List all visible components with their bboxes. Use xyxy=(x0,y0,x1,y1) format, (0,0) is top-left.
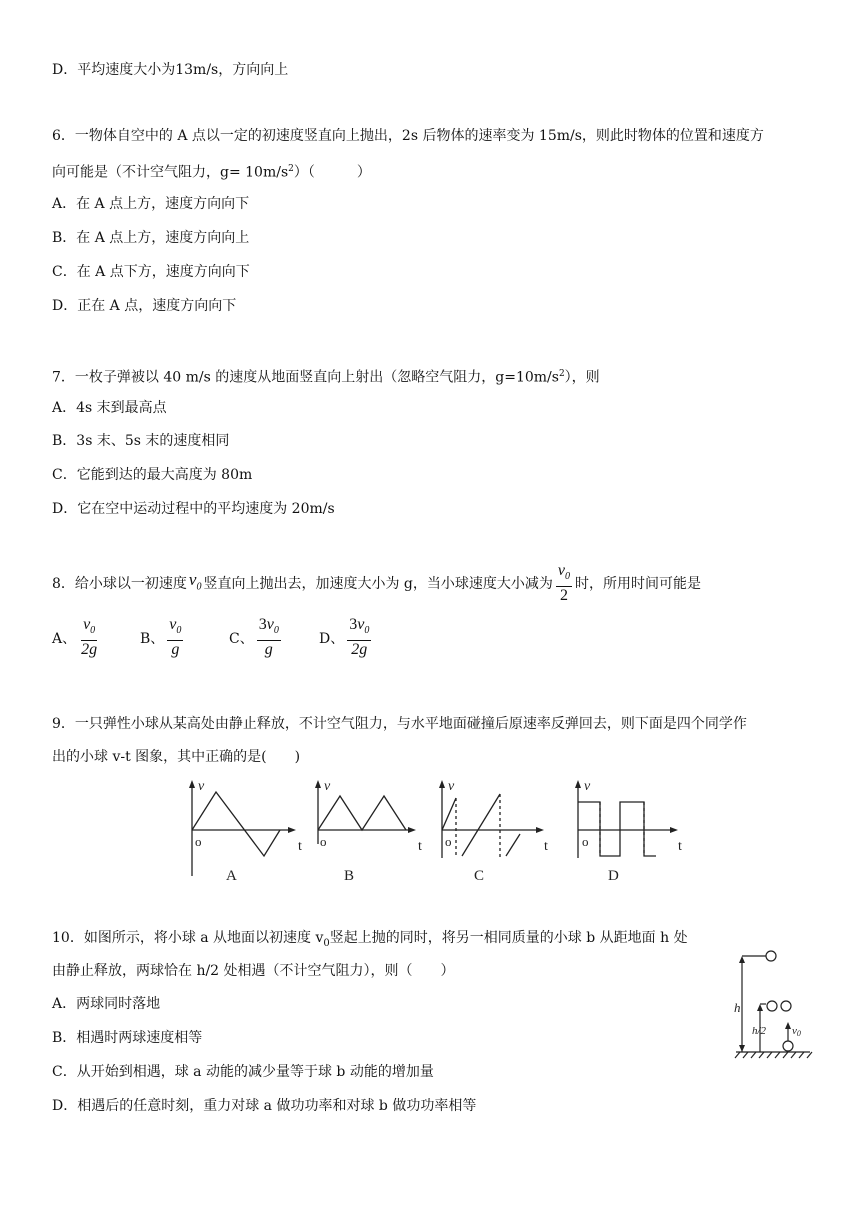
q6-stem-line2-end: ）（ ） xyxy=(293,164,371,181)
q10-ball-a-start xyxy=(783,1041,793,1051)
q10-option-a: A．两球同时落地 xyxy=(52,996,161,1012)
q8-option-b-v: v xyxy=(169,616,177,633)
q8-option-a-v: v xyxy=(83,616,91,633)
q10-v0-arrowhead xyxy=(785,1022,791,1029)
q9-vt-graphs xyxy=(180,776,700,888)
q8-option-a xyxy=(52,616,102,659)
q8-v0 xyxy=(189,570,202,597)
q10-v0-label-sub: 0 xyxy=(796,1029,801,1038)
q8-option-c-coef: 3 xyxy=(258,616,267,633)
q8-option-d-num xyxy=(347,616,371,641)
q8-option-c-label: C、 xyxy=(229,630,254,647)
q9-graph-c-t-arrow xyxy=(536,827,544,833)
q8-option-a-fraction xyxy=(79,616,99,659)
q8-half-num xyxy=(556,562,572,587)
q8-option-a-sub: 0 xyxy=(90,625,96,637)
q8-option-b-fraction xyxy=(167,616,183,659)
q8-half-num-sub: 0 xyxy=(565,571,570,583)
q9-graph-d-o-label: o xyxy=(582,834,589,849)
q8-stem xyxy=(52,562,701,605)
q7-stem-sup: 2 xyxy=(558,369,565,379)
q9-graph-b-o-label: o xyxy=(320,834,327,849)
q9-graph-a-curve xyxy=(192,792,280,856)
q8-stem-text-a: 8．给小球以一初速度 xyxy=(52,575,187,592)
q10-v0-label xyxy=(792,1025,801,1038)
q8-option-d-den: 2g xyxy=(351,641,368,659)
q8-option-b-den: g xyxy=(171,641,180,659)
q7-option-d: D．它在空中运动过程中的平均速度为 20m/s xyxy=(52,501,335,517)
q10-h-arrow-down xyxy=(739,1045,745,1052)
q9-graph-a-v-arrow xyxy=(189,780,195,788)
q9-stem-line1: 9．一只弹性小球从某高处由静止释放，不计空气阻力，与水平地面碰撞后原速率反弹回去，则下面是四个同学作 xyxy=(52,716,747,732)
q10-h-label: h xyxy=(734,1000,741,1015)
q6-option-d: D．正在 A 点，速度方向向下 xyxy=(52,298,237,314)
q8-half-fraction xyxy=(556,562,572,605)
q7-option-c: C．它能到达的最大高度为 80m xyxy=(52,467,253,483)
q7-option-a: A．4s 末到最高点 xyxy=(52,400,167,416)
q10-h-arrow-up xyxy=(739,956,745,963)
q10-ground-hatch xyxy=(735,1052,812,1058)
q8-option-c-fraction xyxy=(257,616,281,659)
q6-stem-sup: 2 xyxy=(288,164,294,174)
q8-option-b-sub: 0 xyxy=(176,625,182,637)
q9-graph-c-seg1 xyxy=(442,798,456,830)
q8-option-c-sub: 0 xyxy=(273,625,279,637)
q10-stem-line1 xyxy=(52,928,688,954)
q10-stem-text-a: 10．如图所示，将小球 a 从地面以初速度 v xyxy=(52,930,324,946)
q9-graph-d-v-label: v xyxy=(584,779,591,794)
q9-graph-d-t-arrow xyxy=(670,827,678,833)
q8-option-d-sub: 0 xyxy=(364,625,370,637)
q8-option-c-num xyxy=(257,616,281,641)
q10-ball-meet-1 xyxy=(767,1001,777,1011)
q7-stem-text: 7．一枚子弹被以 40 m/s 的速度从地面竖直向上射出（忽略空气阻力，g=10m/s xyxy=(52,369,559,386)
q9-graph-c xyxy=(439,779,548,884)
q9-graph-b-caption: B xyxy=(344,868,355,884)
q9-graph-b-t-label: t xyxy=(418,839,422,854)
q8-option-a-num xyxy=(81,616,97,641)
q9-graph-a-t-arrow xyxy=(288,827,296,833)
q8-option-a-label: A、 xyxy=(52,630,77,647)
q10-ball-meet-2 xyxy=(781,1001,791,1011)
q9-graph-d xyxy=(575,779,682,884)
q8-option-c-den: g xyxy=(264,641,273,659)
q9-graph-c-o-label: o xyxy=(445,834,452,849)
q6-option-b: B．在 A 点上方，速度方向向上 xyxy=(52,230,250,246)
q10-figure xyxy=(730,948,814,1066)
q8-option-d-v: v xyxy=(357,616,365,633)
q8-option-b-num xyxy=(167,616,183,641)
q10-h2-label: h/2 xyxy=(752,1025,767,1037)
q8-option-a-den: 2g xyxy=(81,641,98,659)
q10-ball-b-start xyxy=(766,951,776,961)
q6-stem-line2-text: 向可能是（不计空气阻力，g= 10m/s xyxy=(52,164,289,181)
q10-stem-line2: 由静止释放，两球恰在 h/2 处相遇（不计空气阻力），则（ ） xyxy=(52,963,455,979)
q9-graph-a-t-label: t xyxy=(298,839,302,854)
q9-graph-c-v-label: v xyxy=(448,779,455,794)
q8-half-num-v: v xyxy=(557,562,565,579)
q8-option-c-v: v xyxy=(266,616,274,633)
q9-graph-b-t-arrow xyxy=(408,827,416,833)
q8-option-d-label: D、 xyxy=(319,630,345,647)
q7-option-b: B．3s 末、5s 末的速度相同 xyxy=(52,433,230,449)
q10-option-b: B．相遇时两球速度相等 xyxy=(52,1030,203,1046)
q9-graph-b-curve xyxy=(318,796,406,830)
q10-h2-arrow-up xyxy=(757,1004,763,1011)
q8-option-d xyxy=(319,616,374,659)
q6-stem-line1: 6．一物体自空中的 A 点以一定的初速度竖直向上抛出，2s 后物体的速率变为 15m/s，则此时物体的位置和速度方 xyxy=(52,128,764,144)
q6-option-a: A．在 A 点上方，速度方向向下 xyxy=(52,196,250,212)
q7-stem-end: ），则 xyxy=(564,369,600,386)
q6-option-c: C．在 A 点下方，速度方向向下 xyxy=(52,264,250,280)
q8-option-b xyxy=(140,616,186,659)
q9-graph-b-v-arrow xyxy=(315,780,321,788)
q8-stem-text-b: 竖直向上抛出去，加速度大小为 g，当小球速度大小减为 xyxy=(203,575,553,592)
q9-graph-b-v-label: v xyxy=(324,779,331,794)
q9-graph-d-caption: D xyxy=(608,868,619,884)
q8-option-b-label: B、 xyxy=(140,630,165,647)
q8-half-den: 2 xyxy=(559,587,568,605)
q9-graph-d-t-label: t xyxy=(678,839,682,854)
q9-graph-a-o-label: o xyxy=(195,834,202,849)
q8-option-d-coef: 3 xyxy=(349,616,358,633)
q9-graph-a-v-label: v xyxy=(198,779,205,794)
q9-graph-d-v-arrow xyxy=(575,780,581,788)
q9-graph-c-caption: C xyxy=(474,868,485,884)
q8-v0-v: v xyxy=(188,569,197,589)
q5-option-d: D．平均速度大小为13m/s，方向向上 xyxy=(52,62,289,78)
q8-option-d-fraction xyxy=(347,616,371,659)
q10-stem-sub: 0 xyxy=(323,937,330,949)
q8-v0-sub: 0 xyxy=(196,581,202,593)
q8-stem-text-c: 时，所用时间可能是 xyxy=(575,575,701,592)
q10-option-c: C．从开始到相遇，球 a 动能的减少量等于球 b 动能的增加量 xyxy=(52,1064,434,1080)
q7-stem xyxy=(52,364,600,388)
q6-stem-line2 xyxy=(52,159,371,183)
q9-graph-a xyxy=(189,779,302,884)
q9-graph-c-v-arrow xyxy=(439,780,445,788)
q9-graph-c-seg2 xyxy=(462,794,500,856)
q9-graph-b xyxy=(315,779,422,884)
q10-v0-label-v: v xyxy=(792,1025,797,1037)
q9-stem-line2: 出的小球 v-t 图象，其中正确的是( ) xyxy=(52,749,301,765)
q9-graph-c-t-label: t xyxy=(544,839,548,854)
q10-stem-text-b: 竖起上抛的同时，将另一相同质量的小球 b 从距地面 h 处 xyxy=(329,930,688,946)
q9-graph-a-caption: A xyxy=(226,868,237,884)
q8-option-c xyxy=(229,616,284,659)
q9-graph-c-seg3 xyxy=(506,834,520,856)
q10-option-d: D．相遇后的任意时刻，重力对球 a 做功功率和对球 b 做功功率相等 xyxy=(52,1098,477,1114)
